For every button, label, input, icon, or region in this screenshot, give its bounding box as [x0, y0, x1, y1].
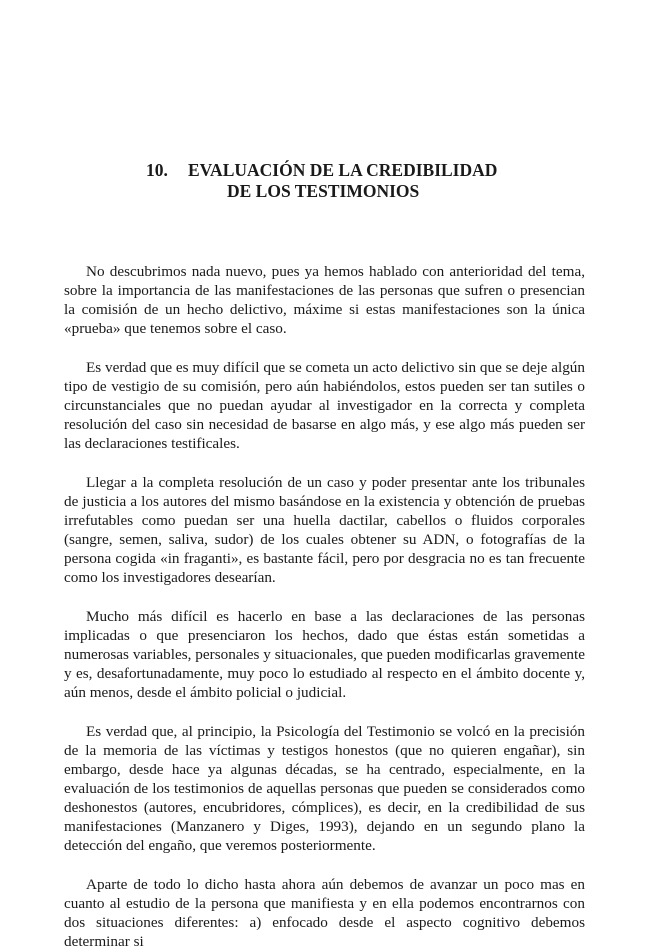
chapter-title-text-1: EVALUACIÓN DE LA CREDIBILIDAD — [188, 160, 498, 180]
paragraph: Mucho más difícil es hacerlo en base a las declaraciones de las personas implicadas o que presenciaron los hechos, dado que éstas están sometidas a numerosas variables, personales y situacionales, que pueden modificarlas gravemente y es, desafortunadamente, muy poco lo estudiado al respecto en el ámbito docente y, aún menos, desde el ámbito policial o judicial. — [64, 607, 585, 702]
paragraph: Aparte de todo lo dicho hasta ahora aún debemos de avanzar un poco mas en cuanto al estudio de la persona que manifiesta y en ella podemos encontrarnos con dos situaciones diferentes: a) enfocado desde el aspecto cognitivo debemos determinar si — [64, 876, 585, 951]
chapter-title-line-1 — [60, 160, 590, 181]
body-text — [64, 262, 585, 951]
chapter-number: 10. — [146, 160, 168, 180]
paragraph: No descubrimos nada nuevo, pues ya hemos hablado con anterioridad del tema, sobre la importancia de las manifestaciones de las personas que sufren o presencian la comisión de un hecho delictivo, máxime si estas manifestaciones son la única «prueba» que tenemos sobre el caso. — [64, 263, 585, 338]
chapter-title — [60, 160, 590, 202]
paragraph: Es verdad que es muy difícil que se cometa un acto delictivo sin que se deje algún tipo de vestigio de su comisión, pero aún habiéndolos, estos pueden ser tan sutiles o circunstanciales que no puedan ayudar al investigador en la correcta y completa resolución del caso sin necesidad de basarse en algo más, y ese algo más pueden ser las declaraciones testificales. — [64, 358, 585, 453]
chapter-title-text-2: DE LOS TESTIMONIOS — [227, 181, 420, 201]
paragraph: Llegar a la completa resolución de un caso y poder presentar ante los tribunales de justicia a los autores del mismo basándose en la existencia y obtención de pruebas irrefutables como puedan ser una huella dactilar, cabellos o fluidos corporales (sangre, semen, saliva, sudor) de los cuales obtener su ADN, o fotografías de la persona cogida «in fraganti», es bastante fácil, pero por desgracia no es tan frecuente como los investigadores desearían. — [64, 473, 585, 587]
paragraph: Es verdad que, al principio, la Psicología del Testimonio se volcó en la precisión de la memoria de las víctimas y testigos honestos (que no quieren engañar), sin embargo, desde hace ya algunas décadas, se ha centrado, especialmente, en la evaluación de los testimonios de aquellas personas que pueden se considerados como deshonestos (autores, encubridores, cómplices), es decir, en la credibilidad de sus manifestaciones (Manzanero y Diges, 1993), dejando en un segundo plano la detección del engaño, que veremos posteriormente. — [64, 722, 585, 855]
